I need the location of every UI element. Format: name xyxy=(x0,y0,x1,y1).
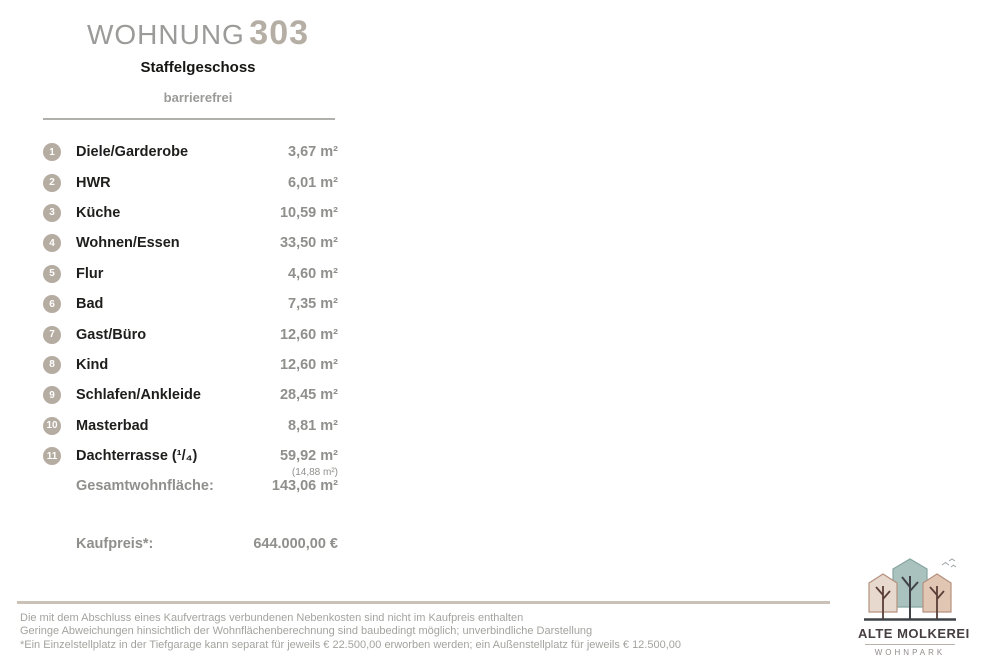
room-row xyxy=(43,380,338,410)
room-area: 28,45 m² xyxy=(279,387,338,404)
room-row xyxy=(43,350,338,380)
page-title xyxy=(43,14,353,53)
room-area: 12,60 m² xyxy=(279,356,338,373)
apartment-title: WOHNUNG xyxy=(86,19,245,50)
room-area: 8,81 m² xyxy=(288,417,338,434)
footnote-line: *Ein Einzelstellplatz in der Tiefgarage kann separat für jeweils € 22.500,00 erworben werden; ein Außenstellplatz für jeweils € 12.500,00 xyxy=(20,638,682,651)
footnote-line: Geringe Abweichungen hinsichtlich der Wohnflächenberechnung sind baubedingt möglich; unverbindliche Darstellung xyxy=(20,625,593,638)
room-number-badge: 4 xyxy=(43,234,61,252)
room-row xyxy=(43,289,338,319)
price-label: Kaufpreis*: xyxy=(76,536,154,552)
logo-rule xyxy=(865,644,955,645)
room-area: 12,60 m² xyxy=(279,326,338,343)
logo-tagline: WOHNPARK xyxy=(874,648,946,657)
room-name: Küche xyxy=(76,204,121,221)
room-row xyxy=(43,319,338,349)
room-row xyxy=(43,259,338,289)
floor-subtitle: Staffelgeschoss xyxy=(140,59,256,76)
room-row xyxy=(43,167,338,197)
header-divider xyxy=(43,118,335,120)
room-number-badge: 11 xyxy=(43,447,61,465)
room-number-badge: 9 xyxy=(43,386,61,404)
room-name: Wohnen/Essen xyxy=(76,235,180,252)
room-area: 59,92 m² xyxy=(279,448,338,465)
room-number-badge: 3 xyxy=(43,204,61,222)
price-row xyxy=(43,536,338,552)
room-area: 4,60 m² xyxy=(288,265,338,282)
total-value: 143,06 m² xyxy=(271,478,338,495)
room-number-badge: 6 xyxy=(43,295,61,313)
room-row xyxy=(43,441,338,479)
accessibility-label: barrierefrei xyxy=(163,90,233,105)
room-number-badge: 7 xyxy=(43,326,61,344)
footnotes xyxy=(20,612,720,652)
room-name: Flur xyxy=(76,265,104,282)
room-row xyxy=(43,411,338,441)
rooms-list xyxy=(43,137,338,502)
room-name: Masterbad xyxy=(76,417,149,434)
room-area: 10,59 m² xyxy=(279,204,338,221)
room-area: 7,35 m² xyxy=(288,296,338,313)
room-number-badge: 8 xyxy=(43,356,61,374)
footnote-line: Die mit dem Abschluss eines Kaufvertrags verbundenen Nebenkosten sind nicht im Kaufpreis enthalten xyxy=(20,612,524,624)
apartment-number: 303 xyxy=(249,14,310,52)
logo-name: ALTE MOLKEREI xyxy=(858,626,970,641)
room-name: Diele/Garderobe xyxy=(76,144,189,161)
room-number-badge: 2 xyxy=(43,174,61,192)
room-area: 33,50 m² xyxy=(279,235,338,252)
room-row xyxy=(43,228,338,258)
alte-molkerei-houses-icon xyxy=(860,556,960,624)
room-row xyxy=(43,198,338,228)
room-area: 6,01 m² xyxy=(288,174,338,191)
room-name: HWR xyxy=(76,174,111,191)
room-name: Bad xyxy=(76,296,104,313)
header xyxy=(43,14,353,105)
room-name: Gast/Büro xyxy=(76,326,147,343)
total-label: Gesamtwohnfläche: xyxy=(76,478,214,495)
room-row xyxy=(43,137,338,167)
total-row xyxy=(43,471,338,501)
birds-icon xyxy=(942,559,956,567)
price-value: 644.000,00 € xyxy=(253,536,338,552)
room-name: Schlafen/Ankleide xyxy=(76,387,201,404)
room-name: Kind xyxy=(76,356,109,373)
room-subarea: (14,88 m²) xyxy=(291,467,338,479)
footer-divider xyxy=(17,601,830,604)
room-area: 3,67 m² xyxy=(288,144,338,161)
room-number-badge: 1 xyxy=(43,143,61,161)
room-number-badge: 5 xyxy=(43,265,61,283)
company-logo xyxy=(858,556,970,657)
room-number-badge: 10 xyxy=(43,417,61,435)
room-name: Dachterrasse (¹/₄) xyxy=(76,448,198,465)
